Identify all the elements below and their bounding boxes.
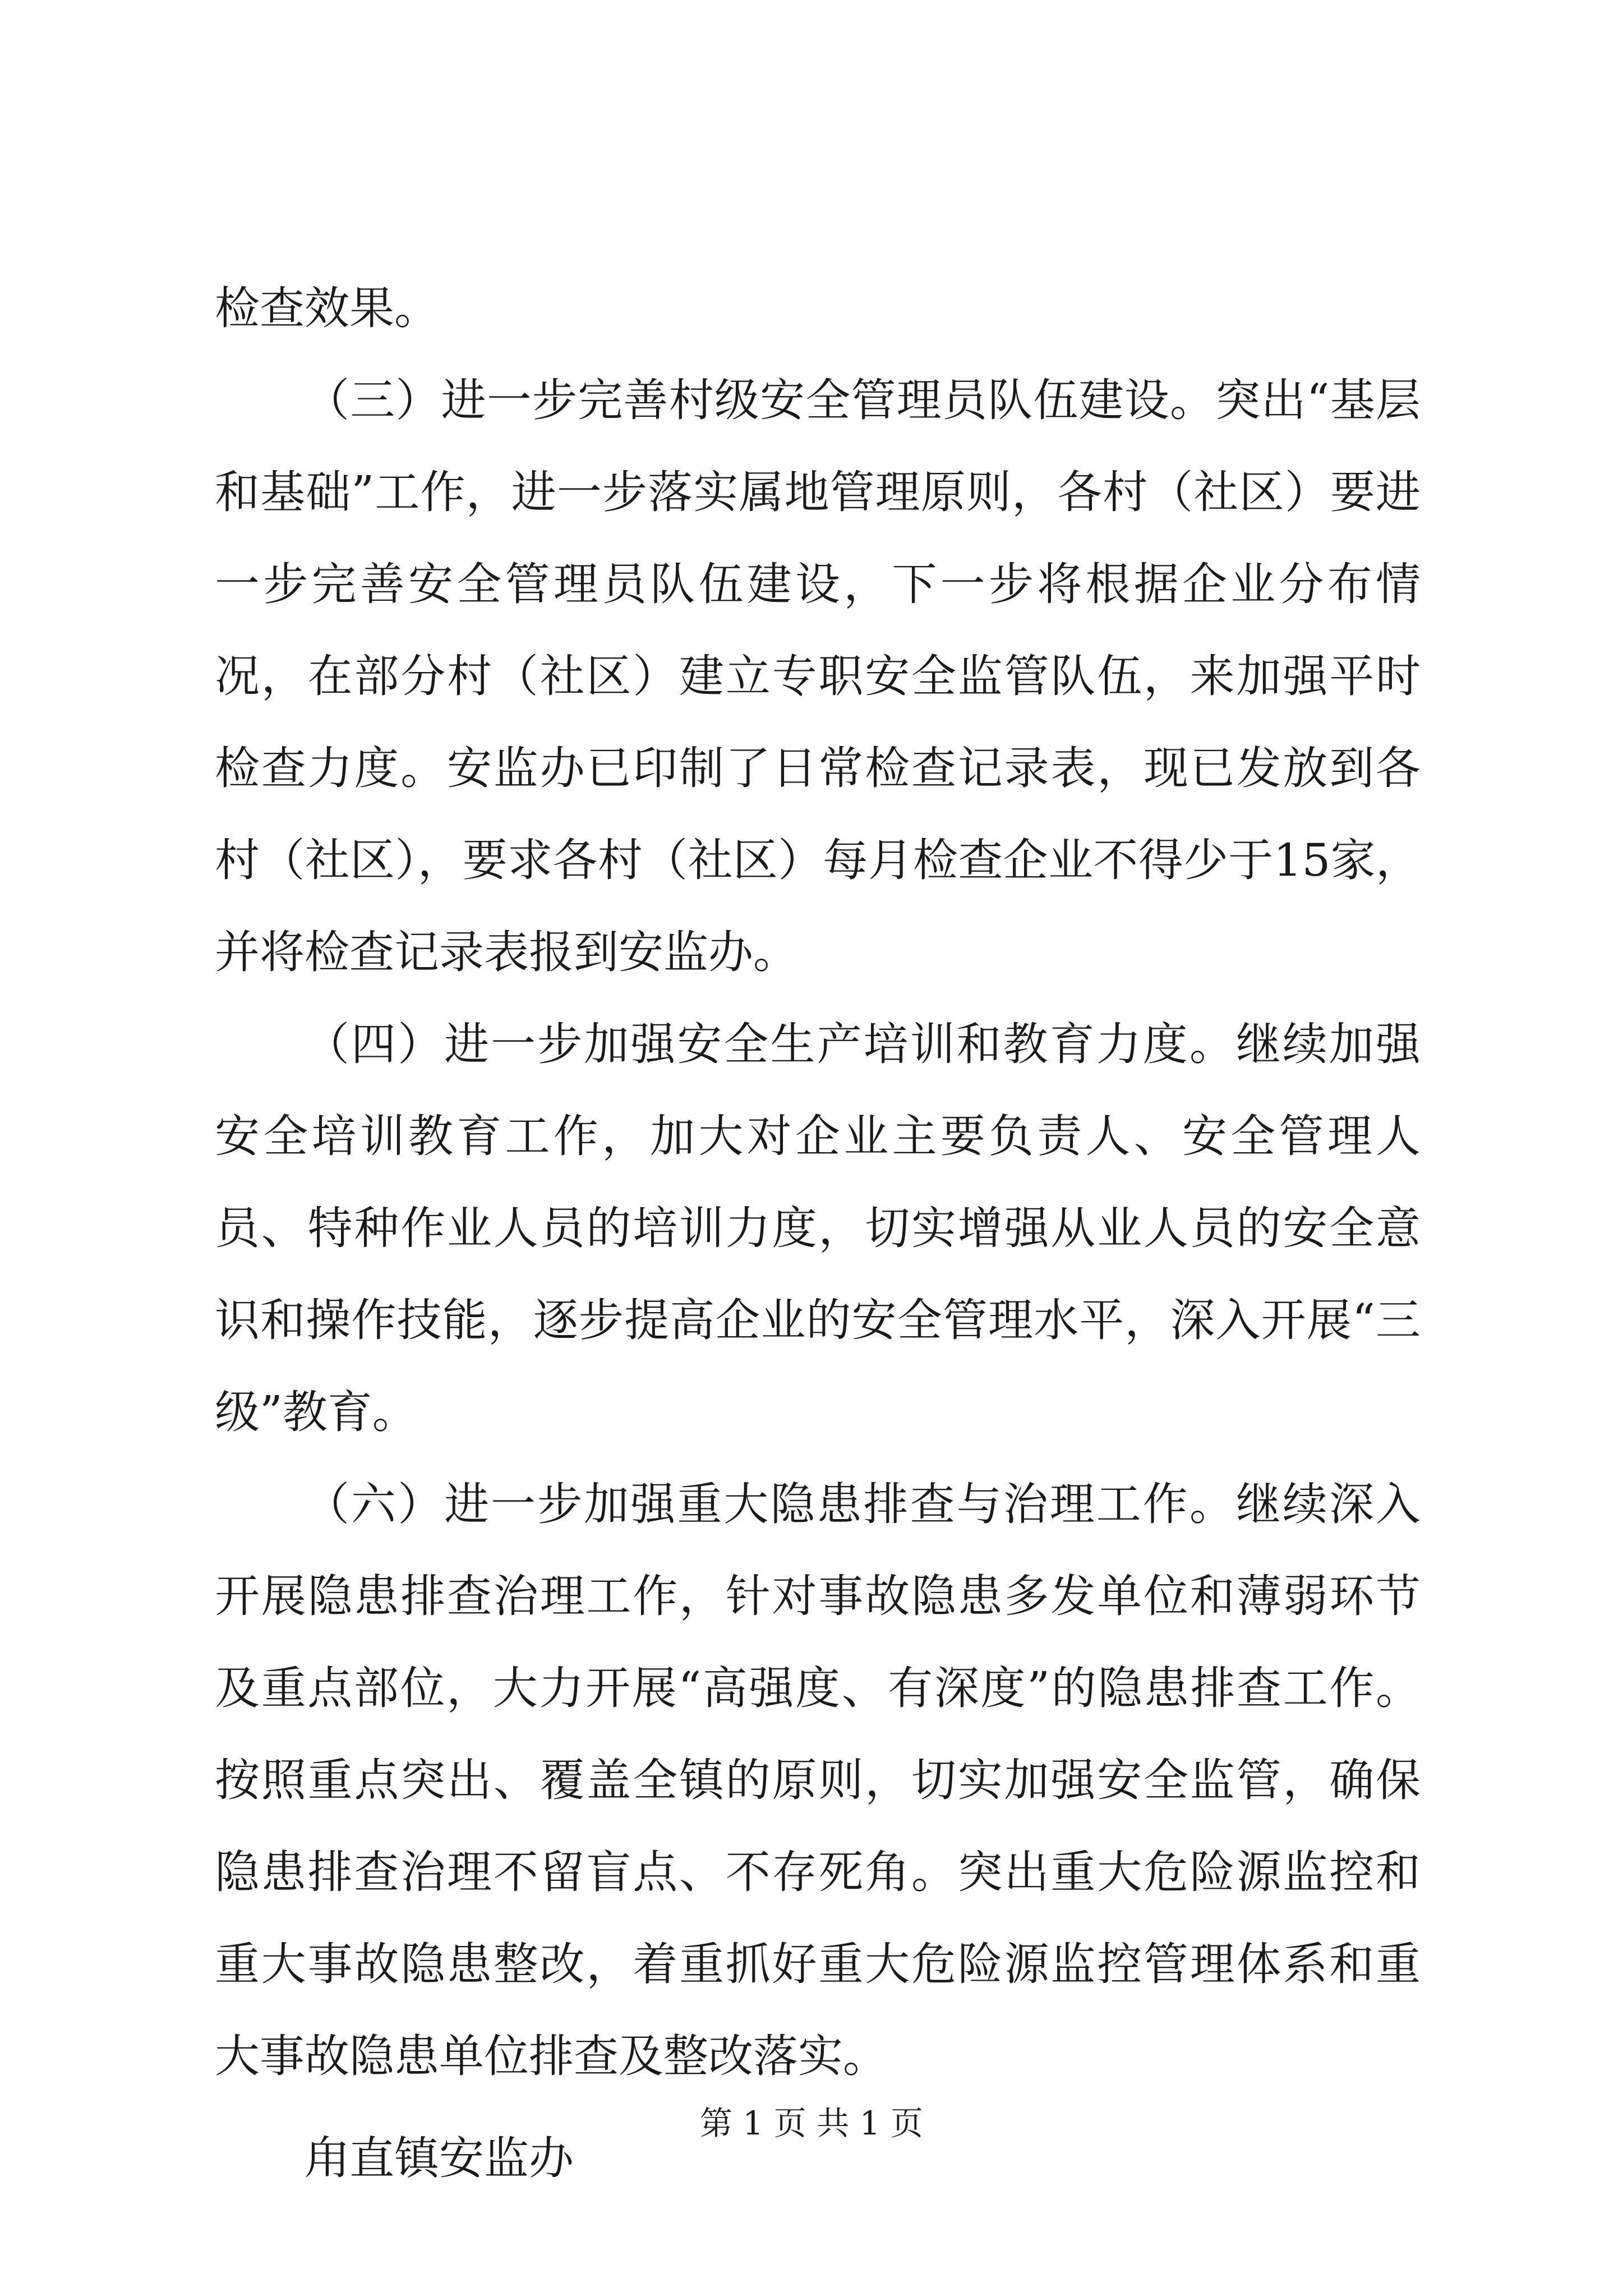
paragraph-section-4: （四）进一步加强安全生产培训和教育力度。继续加强安全培训教育工作，加大对企业主要负责人、安全管理人员、特种作业人员的培训力度，切实增强从业人员的安全意识和操作技能，逐步提高企业的安全管理水平，深入开展“三级”教育。 [215, 1018, 1421, 1438]
document-body [215, 263, 1421, 2205]
paragraph-section-6: （六）进一步加强重大隐患排查与治理工作。继续深入开展隐患排查治理工作，针对事故隐患多发单位和薄弱环节及重点部位，大力开展“高强度、有深度”的隐患排查工作。按照重点突出、覆盖全镇的原则，切实加强安全监管，确保隐患排查治理不留盲点、不存死角。突出重大危险源监控和重大事故隐患整改，着重抓好重大危险源监控管理体系和重大事故隐患单位排查及整改落实。 [215, 1478, 1421, 2082]
paragraph-section-3: （三）进一步完善村级安全管理员队伍建设。突出“基层和基础”工作，进一步落实属地管理原则，各村（社区）要进一步完善安全管理员队伍建设，下一步将根据企业分布情况，在部分村（社区）建立专职安全监管队伍，来加强平时检查力度。安监办已印制了日常检查记录表，现已发放到各村（社区），要求各村（社区）每月检查企业不得少于15家，并将检查记录表报到安监办。 [215, 374, 1421, 978]
signature-office: 甪直镇安监办 [305, 2132, 574, 2184]
page-footer [0, 2101, 1623, 2146]
page-number-label: 第 1 页 共 1 页 [700, 2104, 923, 2142]
paragraph-continuation: 检查效果。 [215, 282, 439, 334]
